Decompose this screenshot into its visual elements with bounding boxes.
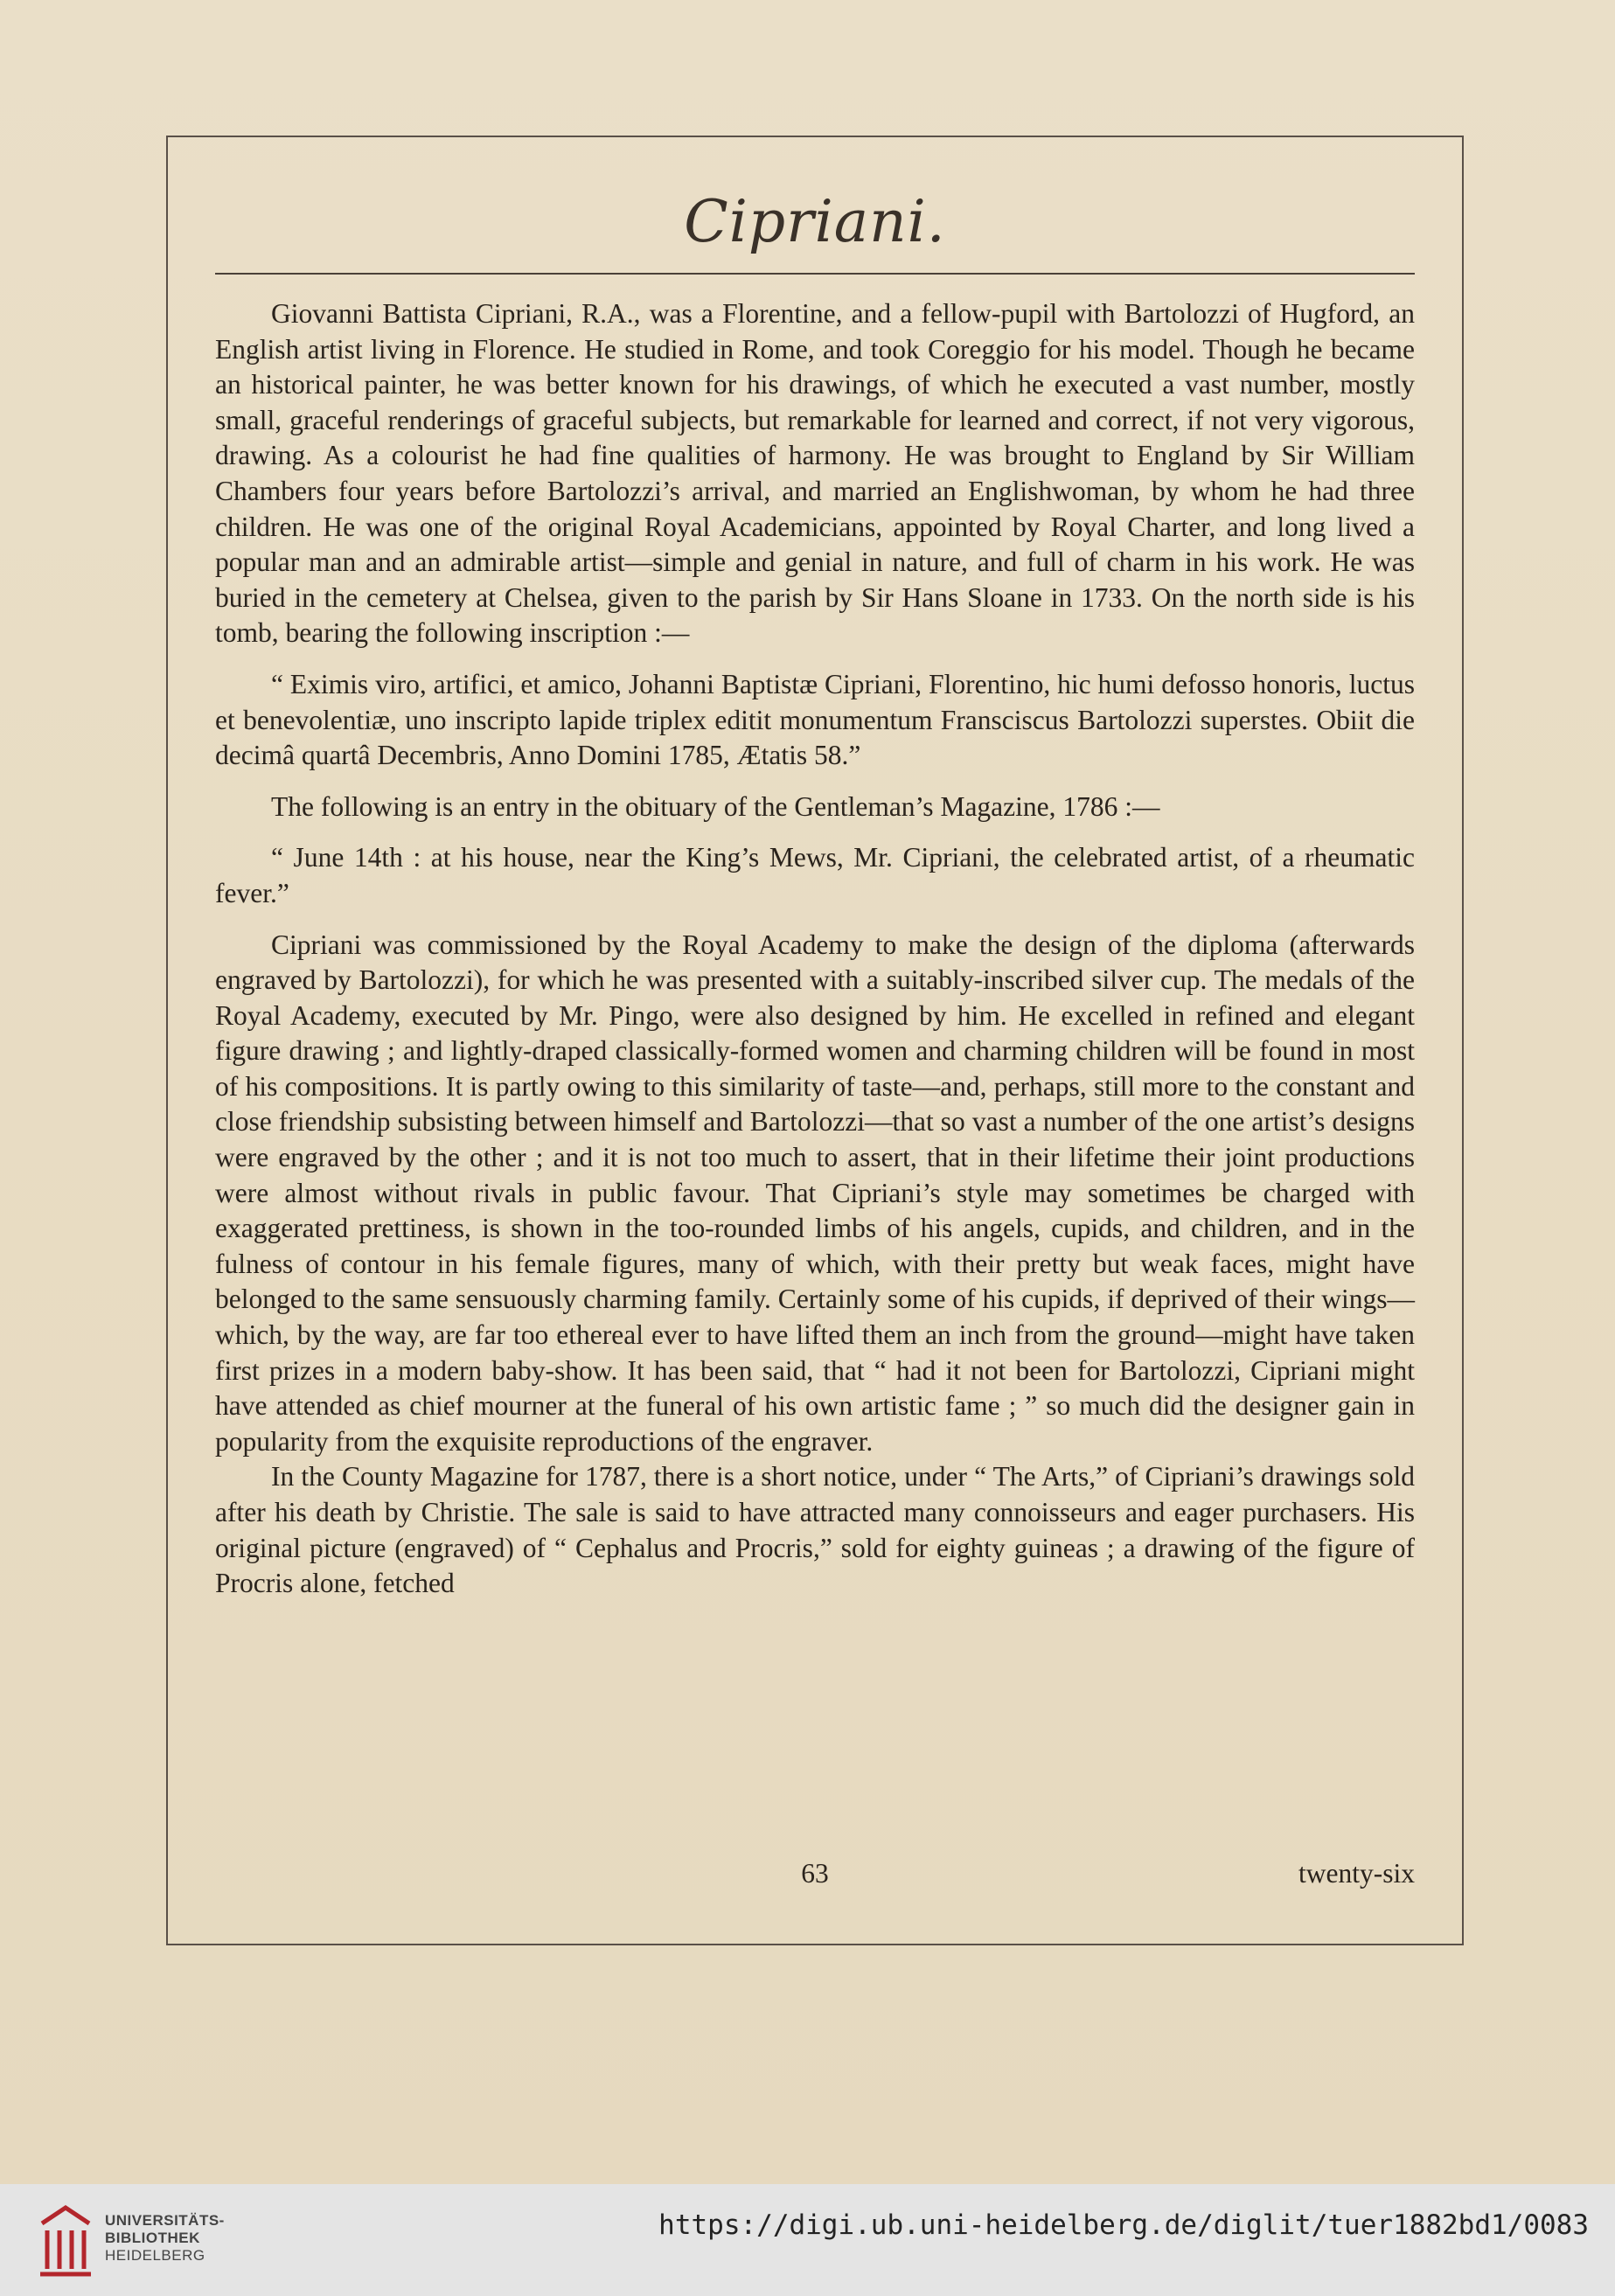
university-library-logo-icon[interactable] [35,2197,96,2280]
library-name-line-2: BIBLIOTHEK [105,2230,200,2246]
body-text [215,296,1415,1602]
paragraph-3: The following is an entry in the obituary of the Gentleman’s Magazine, 1786 :— [271,790,1160,822]
library-name [105,2212,225,2265]
paragraph-4-quote: “ June 14th : at his house, near the King’s Mews, Mr. Cipriani, the celebrated artist, of a rheumatic fever.” [215,842,1415,908]
page-title: Cipriani. [684,188,946,255]
paragraph-5: Cipriani was commissioned by the Royal Academy to make the design of the diploma (afterwards engraved by Bartolozzi), for which he was presented with a suitably-inscribed silver cup. The medals of the Royal Academy, executed by Mr. Pingo, were also designed by him. He excelled in refined and elegant figure drawing ; and lightly-draped classically-formed women and charming children will be found in most of his compositions. It is partly owing to this similarity of taste—and, perhaps, still more to the constant and close friendship subsisting between himself and Bartolozzi—that so vast a number of the one artist’s designs were engraved by the other ; and it is not too much to assert, that in their lifetime their joint productions were almost without rivals in public favour. That Cipriani’s style may sometimes be charged with exaggerated prettiness, is shown in the too-rounded limbs of his angels, cupids, and children, and in the fulness of contour in his female figures, many of which, with their pretty but weak faces, might have belonged to the same sensuously charming family. Certainly some of his cupids, if deprived of their wings—which, by the way, are far too ethereal ever to have lifted them an inch from the ground—might have taken first prizes in a modern baby-show. It has been said, that “ had it not been for Bartolozzi, Cipriani might have attended as chief mourner at the funeral of his own artistic fame ; ” so much did the designer gain in popularity from the exquisite reproductions of the engraver. [215,929,1415,1457]
paragraph-2-inscription: “ Eximis viro, artifici, et amico, Johanni Baptistæ Cipriani, Florentino, hic humi defosso honoris, luctus et benevolentiæ, uno inscripto lapide triplex editit monumentum Fransciscus Bartolozzi superstes. Obiit die decimâ quartâ Decembris, Anno Domini 1785, Ætatis 58.” [215,668,1415,771]
permalink-url[interactable]: https://digi.ub.uni-heidelberg.de/diglit/tuer1882bd1/0083 [658,2209,1589,2241]
library-name-line-1: UNIVERSITÄTS- [105,2212,225,2229]
title-rule [215,273,1415,275]
page-number: 63 [801,1858,829,1889]
catchword: twenty-six [1298,1858,1415,1889]
page-border-frame [166,136,1464,1945]
library-name-line-3: HEIDELBERG [105,2247,205,2264]
paragraph-1: Giovanni Battista Cipriani, R.A., was a Florentine, and a fellow-pupil with Bartolozzi of Hugford, an English artist living in Florence. He studied in Rome, and took Coreggio for his model. Though he became an historical painter, he was better known for his drawings, of which he executed a vast number, mostly small, graceful renderings of graceful subjects, but remarkable for learned and correct, if not very vigorous, drawing. As a colourist he had fine qualities of harmony. He was brought to England by Sir William Chambers four years before Bartolozzi’s arrival, and married an Englishwoman, by whom he had three children. He was one of the original Royal Academicians, appointed by Royal Charter, and long lived a popular man and an admirable artist—simple and genial in nature, and full of charm in his work. He was buried in the cemetery at Chelsea, given to the parish by Sir Hans Sloane in 1733. On the north side is his tomb, bearing the following inscription :— [215,298,1415,649]
paragraph-6: In the County Magazine for 1787, there is a short notice, under “ The Arts,” of Cipriani’s drawings sold after his death by Christie. The sale is said to have attracted many connoisseurs and eager purchasers. His original picture (engraved) of “ Cephalus and Procris,” sold for eighty guineas ; a drawing of the figure of Procris alone, fetched [215,1461,1415,1599]
